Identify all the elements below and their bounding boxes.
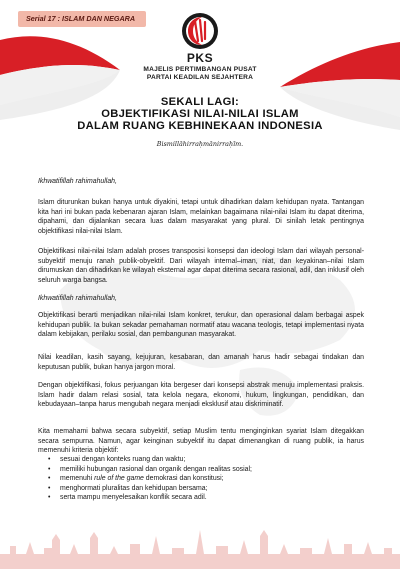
greeting-1: Ikhwatifillah rahimahullah, (38, 178, 117, 185)
criteria-list (48, 455, 364, 503)
list-item-text: memenuhi (60, 475, 95, 483)
org-name-line-1: MAJELIS PERTIMBANGAN PUSAT (143, 66, 257, 73)
paragraph-5: Dengan objektifikasi, fokus perjuangan kita bergeser dari konsepsi abstrak menuju implementasi praksis. Islam hadir dalam relasi sosial, tata kelola negara, ekonomi, hukum, lingkungan, pendidikan, dan kebudayaan–tanpa harus mengubah negara menjadi eksklusif atau diskriminatif. (38, 382, 364, 409)
list-item-emphasis: rule of the game (94, 475, 144, 483)
org-name-line-2: PARTAI KEADILAN SEJAHTERA (146, 74, 254, 81)
title-line-2: OBJEKTIFIKASI NILAI-NILAI ISLAM (101, 108, 299, 120)
paragraph-6: Kita memahami bahwa secara subyektif, setiap Muslim tentu menginginkan syariat Islam ditegakkan secara sempurna. Namun, agar keinginan subyektif itu dapat dimenangkan di ruang publik, ia harus memenuhi kriteria objektif: (38, 428, 364, 455)
paragraph-2: Objektifikasi nilai-nilai Islam adalah proses transposisi konsepsi dan ideologi Islam dari wilayah personal-subyektif menuju ranah publik-obyektif. Dari wilayah internal–iman, niat, dan keyakinan–nilai Islam dirumuskan dan dihadirkan ke wilayah eksternal agar dapat diterima secara rasional, adil, dan inklusif oleh seluruh warga bangsa. (38, 248, 364, 284)
paragraph-1: Islam diturunkan bukan hanya untuk diyakini, tetapi untuk dihadirkan dalam kehidupan nyata. Tantangan kita hari ini bukan pada kebenaran ajaran Islam, melainkan bagaimana nilai-nilai Islam itu dapat diterima, dipahami, dan dijalankan secara luas dalam masyarakat yang plural. Di sinilah letak pentingnya objektifikasi nilai-nilai Islam. (38, 199, 364, 235)
list-item: • memiliki hubungan rasional dan organik dengan realitas sosial; (48, 465, 364, 475)
list-item-text: demokrasi dan konstitusi; (143, 475, 224, 483)
greeting-2: Ikhwatifillah rahimahullah, (38, 295, 117, 302)
pks-crescent-logo-icon (180, 11, 220, 51)
list-item: • sesuai dengan konteks ruang dan waktu; (48, 455, 364, 465)
bismillah-text: Bismillāhirraḥmānirraḥīm. (156, 140, 244, 148)
list-item: • serta mampu menyelesaikan konflik secara adil. (48, 493, 364, 503)
city-skyline-footer (0, 524, 400, 569)
logo-wordmark: PKS (186, 51, 214, 65)
paragraph-3: Objektifikasi berarti menjadikan nilai-nilai Islam konkret, terukur, dan operasional dalam berbagai aspek kehidupan publik. Ia bukan sekadar pemahaman normatif atau wacana teologis, tetapi implementasi nyata dalam kebijakan, perilaku sosial, dan pembangunan masyarakat. (38, 312, 364, 339)
paragraph-4: Nilai keadilan, kasih sayang, kejujuran, kesabaran, dan amanah harus hadir sebagai tindakan dan keputusan publik, bukan hanya jargon moral. (38, 354, 364, 371)
title-line-3: DALAM RUANG KEBHINEKAAN INDONESIA (77, 120, 323, 132)
list-item: • menghormati pluralitas dan kehidupan bersama; (48, 484, 364, 494)
series-label: Serial 17 : ISLAM DAN NEGARA (18, 11, 146, 27)
title-line-1: SEKALI LAGI: (160, 96, 240, 108)
list-item (48, 474, 364, 484)
